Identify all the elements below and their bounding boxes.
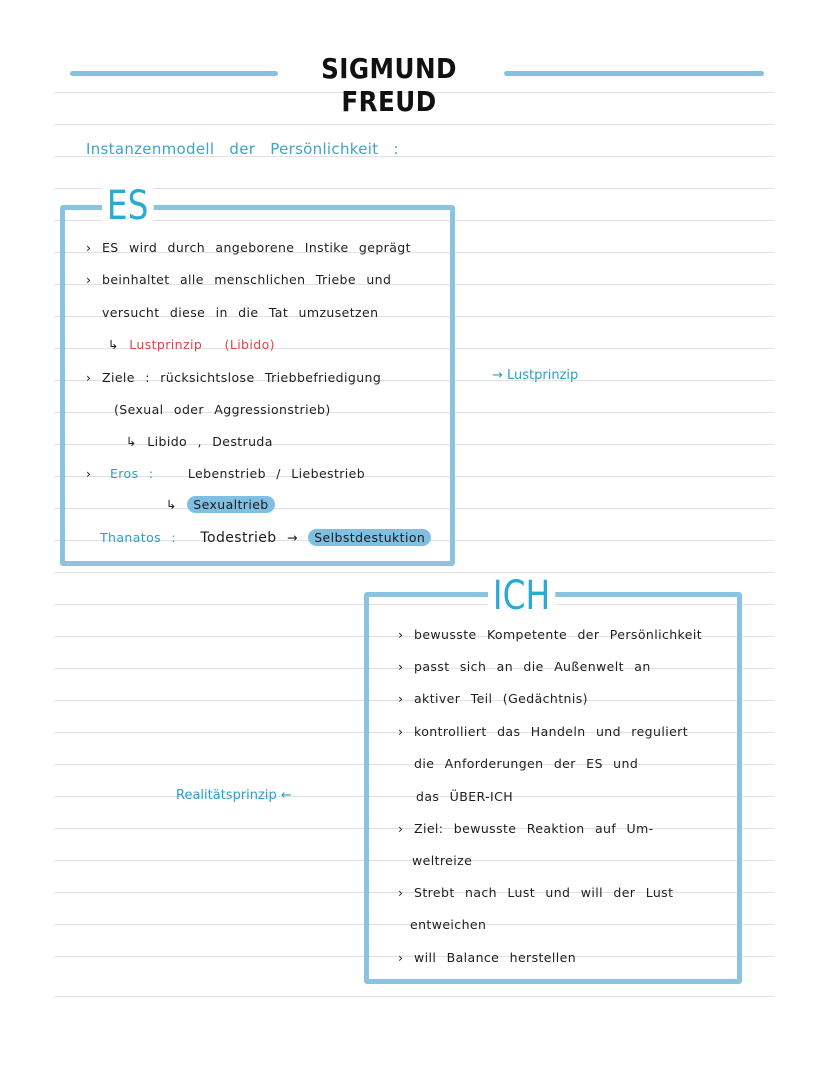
bullet-icon: › — [398, 885, 404, 900]
page-subtitle: Instanzenmodell der Persönlichkeit : — [86, 140, 399, 158]
bullet-icon: › — [86, 370, 92, 385]
bullet-icon: › — [86, 466, 92, 481]
ich-line-10: entweichen — [410, 917, 487, 932]
es-line-5: › Ziele : rücksichtslose Triebbefriedigung — [86, 370, 382, 385]
arrow-right-icon: → — [492, 368, 508, 383]
ich-line-4: › kontrolliert das Handeln und reguliert — [398, 724, 688, 739]
bullet-icon: › — [398, 627, 404, 642]
ich-line-2: › passt sich an die Außenwelt an — [398, 659, 651, 674]
title-line-right — [504, 71, 764, 76]
es-line-7: ↳ Libido , Destruda — [126, 434, 273, 449]
ich-line-7: › Ziel: bewusste Reaktion auf Um- — [398, 821, 654, 836]
es-heading: ES — [102, 186, 153, 226]
es-line-9: ↳ Sexualtrieb — [166, 497, 275, 512]
bullet-icon: › — [86, 272, 92, 287]
ich-line-8: weltreize — [412, 853, 473, 868]
bullet-icon: › — [398, 659, 404, 674]
ich-line-6: das ÜBER-ICH — [416, 789, 514, 804]
es-line-4: ↳ Lustprinzip (Libido) — [108, 337, 275, 352]
arrow-left-icon: ← — [276, 788, 292, 803]
sub-arrow-icon: ↳ — [108, 337, 130, 352]
es-line-2: › beinhaltet alle menschlichen Triebe und — [86, 272, 392, 287]
bullet-icon: › — [398, 950, 404, 965]
es-line-6: (Sexual oder Aggressionstrieb) — [114, 402, 331, 417]
sub-arrow-icon: ↳ — [126, 434, 148, 449]
arrow-right-icon: → — [286, 530, 309, 545]
es-line-1: › ES wird durch angeborene Instike geprägt — [86, 240, 411, 255]
page-title: SIGMUND FREUD — [321, 52, 457, 118]
ich-line-3: › aktiver Teil (Gedächtnis) — [398, 691, 588, 706]
es-line-8: › Eros : Lebenstrieb / Liebestrieb — [86, 466, 366, 481]
title-line-left — [70, 71, 278, 76]
ich-side-note: Realitätsprinzip ← — [176, 788, 292, 803]
es-line-3: versucht diese in die Tat umzusetzen — [102, 305, 379, 320]
bullet-icon: › — [398, 724, 404, 739]
ich-line-11: › will Balance herstellen — [398, 950, 577, 965]
ich-line-1: › bewusste Kompetente der Persönlichkeit — [398, 627, 703, 642]
ich-heading: ICH — [488, 576, 555, 616]
ich-line-9: › Strebt nach Lust und will der Lust — [398, 885, 674, 900]
bullet-icon: › — [398, 691, 404, 706]
ich-line-5: die Anforderungen der ES und — [414, 756, 639, 771]
bullet-icon: › — [86, 240, 92, 255]
es-side-note: → Lustprinzip — [492, 368, 579, 383]
es-line-10: Thanatos : Todestrieb → Selbstdestuktion — [100, 530, 431, 546]
sub-arrow-icon: ↳ — [166, 497, 188, 512]
bullet-icon: › — [398, 821, 404, 836]
